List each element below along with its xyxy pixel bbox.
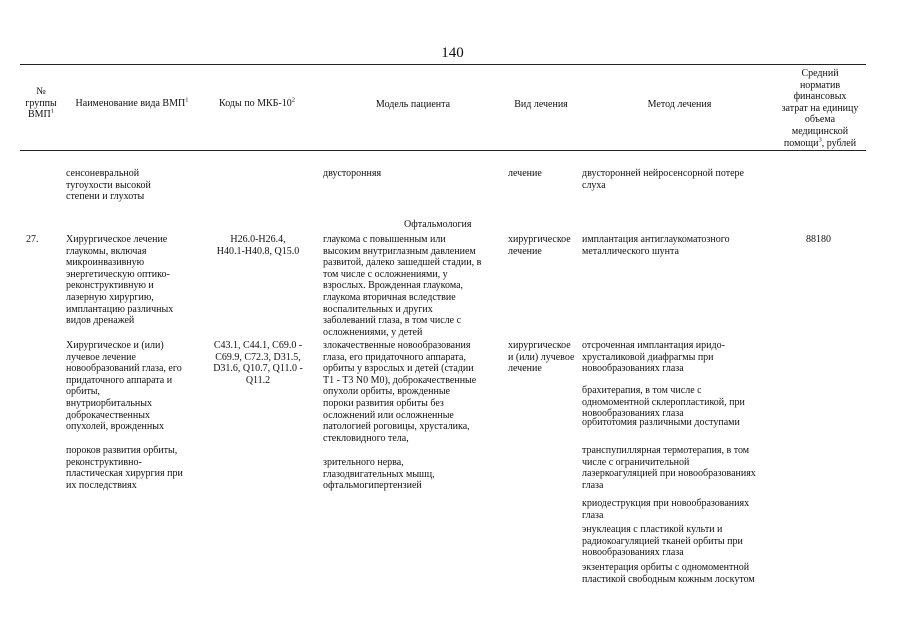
- continuation-method: двусторонней нейросенсорной потере слуха: [582, 168, 744, 191]
- section-title: Офтальмология: [404, 219, 472, 230]
- continuation-name: сенсоневральной тугоухости высокой степени и глухоты: [66, 168, 151, 203]
- continuation-type: лечение: [508, 168, 542, 179]
- row2-method-7: экзентерация орбиты с одномоментной пластикой свободным кожным лоскутом: [582, 562, 755, 585]
- row2-name-continued: пороков развития орбиты, реконструктивно- пластическая хирургия при их последствиях: [66, 445, 183, 491]
- header-group-number: № группы ВМП$^1$: [25, 86, 57, 121]
- row2-method-2: брахитерапия, в том числе с одномоментной склеропластикой, при новообразованиях глаза: [582, 385, 745, 420]
- row1-method: имплантация антиглаукоматозного металлического шунта: [582, 234, 730, 257]
- header-patient-model: Модель пациента: [375, 99, 451, 110]
- row2-model-continued: зрительного нерва, глазодвигательных мышц, офтальмогипертензией: [323, 457, 435, 492]
- row2-method-5: криодеструкция при новообразованиях глаза: [582, 498, 750, 521]
- continuation-model: двусторонняя: [323, 168, 382, 179]
- group-number: 27.: [26, 234, 39, 245]
- row2-method-3: орбитотомия различными доступами: [582, 417, 740, 428]
- group-cost: 88180: [806, 234, 831, 245]
- row1-name: Хирургическое лечение глаукомы, включая микроинвазивную энергетическую оптико- реконструктивную и лазерную хирургию, имплантацию различных видов дренажей: [66, 234, 174, 327]
- header-icd-codes: Коды по МКБ-$10^2$: [219, 96, 295, 109]
- row1-codes: H26.0-H26.4, H40.1-H40.8, Q15.0: [216, 234, 300, 257]
- header-vmp-name: Наименование вида ВМП$^1$: [75, 96, 189, 109]
- row2-type: хирургическое и (или) лучевое лечение: [508, 340, 575, 375]
- table-header-border: [20, 150, 866, 151]
- row1-type: хирургическое лечение: [508, 234, 571, 257]
- header-average-cost: Средний норматив финансовых затрат на единицу объема медицинской помощи$^3$, рублей: [781, 68, 859, 149]
- row2-model: злокачественные новообразования глаза, его придаточного аппарата, орбиты у взрослых и детей (стадии T1 - T3 N0 M0), доброкачественные опухоли орбиты, врожденные пороки развития орбиты без осложнений или осложненные патологией роговицы, хрусталика, стекловидного тела,: [323, 340, 477, 444]
- row2-name: Хирургическое и (или) лучевое лечение новообразований глаза, его придаточного аппарата и орбиты, внутриорбитальных доброкачественных опухолей, врожденных: [66, 340, 182, 433]
- row1-model: глаукома с повышенным или высоким внутриглазным давлением развитой, далеко зашедшей стадии, в том числе с осложнениями, у взрослых. Врожденная глаукома, глаукома вторичная вследствие воспалительных и других заболеваний глаза, в том числе с осложнениями, у детей: [323, 234, 482, 338]
- row2-codes: C43.1, C44.1, C69.0 - C69.9, C72.3, D31.5, D31.6, Q10.7, Q11.0 - Q11.2: [213, 340, 303, 386]
- header-treatment-method: Метод лечения: [647, 99, 712, 110]
- header-treatment-type: Вид лечения: [514, 99, 568, 110]
- page-number: 140: [441, 45, 464, 61]
- row2-method-1: отсроченная имплантация иридо- хрусталиковой диафрагмы при новообразованиях глаза: [582, 340, 725, 375]
- row2-method-4: транспупиллярная термотерапия, в том числе с ограничительной лазеркоагуляцией при новообразованиях глаза: [582, 445, 756, 491]
- table-top-border: [20, 64, 866, 65]
- row2-method-6: энуклеация с пластикой культи и радиокоагуляцией тканей орбиты при новообразованиях глаза: [582, 524, 743, 559]
